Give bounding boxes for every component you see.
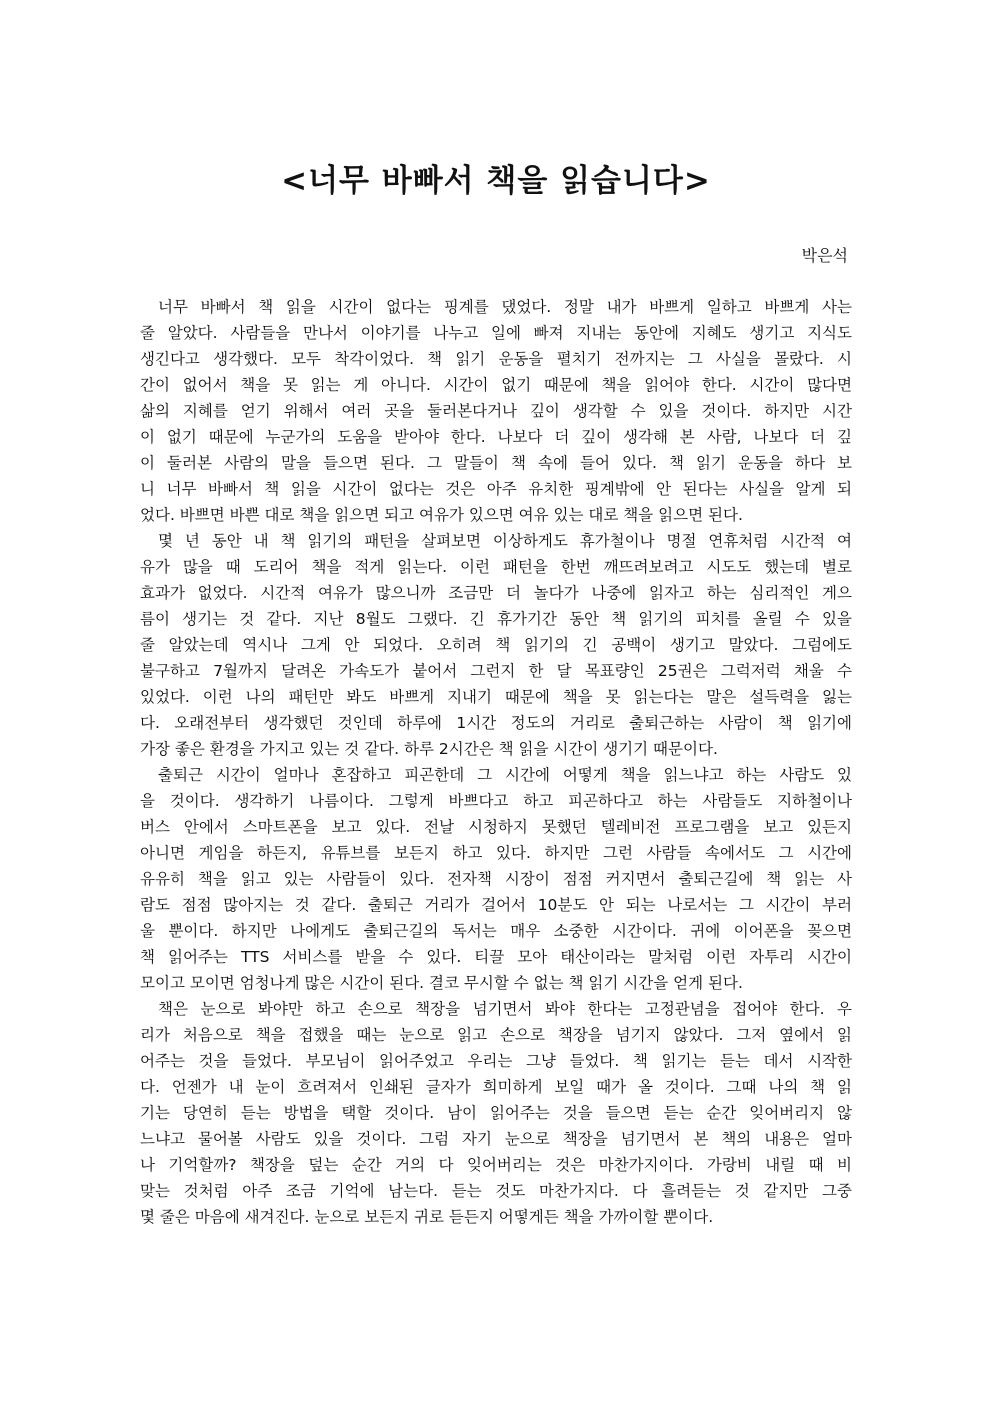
text-line: 줄 알았다. 사람들을 만나서 이야기를 나누고 일에 빠져 지내는 동안에 지혜도 생기고 지식도	[140, 324, 852, 342]
text-line: 너무 바빠서 책 읽을 시간이 없다는 핑계를 댔었다. 정말 내가 바쁘게 일하고 바쁘게 사는	[158, 298, 852, 316]
text-line: 삶의 지혜를 얻기 위해서 여러 곳을 둘러본다거나 깊이 생각할 수 있을 것이다. 하지만 시간	[140, 402, 852, 420]
text-line: 다. 오래전부터 생각했던 것인데 하루에 1시간 정도의 거리로 출퇴근하는 사람이 책 읽기에	[140, 714, 852, 732]
document-title: <너무 바빠서 책을 읽습니다>	[281, 163, 711, 199]
text-line: 다. 언젠가 내 눈이 흐려져서 인쇄된 글자가 희미하게 보일 때가 올 것이다. 그때 나의 책 읽	[140, 1078, 852, 1096]
text-line: 버스 안에서 스마트폰을 보고 있다. 전날 시청하지 못했던 텔레비전 프로그램을 보고 있든지	[140, 818, 852, 836]
text-line: 리가 처음으로 책을 접했을 때는 눈으로 읽고 손으로 책장을 넘기지 않았다. 그저 옆에서 읽	[140, 1026, 852, 1044]
text-line: 있었다. 이런 나의 패턴만 봐도 바쁘게 지내기 때문에 책을 못 읽는다는 말은 설득력을 잃는	[140, 688, 852, 706]
paragraph	[140, 294, 852, 528]
text-line: 울 뿐이다. 하지만 나에게도 출퇴근길의 독서는 매우 소중한 시간이다. 귀에 이어폰을 꽂으면	[140, 922, 852, 940]
document-body	[140, 294, 852, 1230]
text-line: 책 읽어주는 TTS 서비스를 받을 수 있다. 티끌 모아 태산이라는 말처럼 이런 자투리 시간이	[140, 948, 852, 966]
text-line: 간이 없어서 책을 못 읽는 게 아니다. 시간이 없기 때문에 책을 읽어야 한다. 시간이 많다면	[140, 376, 852, 394]
text-line: 출퇴근 시간이 얼마나 혼잡하고 피곤한데 그 시간에 어떻게 책을 읽느냐고 하는 사람도 있	[158, 766, 852, 784]
text-line: 생긴다고 생각했다. 모두 착각이었다. 책 읽기 운동을 펼치기 전까지는 그 사실을 몰랐다. 시	[140, 350, 852, 368]
text-line: 어주는 것을 들었다. 부모님이 읽어주었고 우리는 그냥 들었다. 책 읽기는 듣는 데서 시작한	[140, 1052, 852, 1070]
text-line: 이 둘러본 사람의 말을 들으면 된다. 그 말들이 책 속에 들어 있다. 책 읽기 운동을 하다 보	[140, 454, 852, 472]
text-line: 니 너무 바빠서 책 읽을 시간이 없다는 것은 아주 유치한 핑계밖에 안 된다는 사실을 알게 되	[140, 480, 852, 498]
text-line: 효과가 없었다. 시간적 여유가 많으니까 조금만 더 놀다가 나중에 읽자고 하는 심리적인 게으	[140, 584, 852, 602]
text-line: 기는 당연히 듣는 방법을 택할 것이다. 남이 읽어주는 것을 들으면 듣는 순간 잊어버리지 않	[140, 1104, 852, 1122]
text-line: 몇 줄은 마음에 새겨진다. 눈으로 보든지 귀로 듣든지 어떻게든 책을 가까이할 뿐이다.	[140, 1208, 714, 1226]
text-line: 이 없기 때문에 누군가의 도움을 받아야 한다. 나보다 더 깊이 생각해 본 사람, 나보다 더 깊	[140, 428, 852, 446]
text-line: 유가 많을 때 도리어 책을 적게 읽는다. 이런 패턴을 한번 깨뜨려보려고 시도도 했는데 별로	[140, 558, 852, 576]
text-line: 느냐고 물어볼 사람도 있을 것이다. 그럼 자기 눈으로 책장을 넘기면서 본 책의 내용은 얼마	[140, 1130, 852, 1148]
text-line: 가장 좋은 환경을 가지고 있는 것 같다. 하루 2시간은 책 읽을 시간이 생기기 때문이다.	[140, 740, 718, 758]
text-line: 름이 생기는 것 같다. 지난 8월도 그랬다. 긴 휴가기간 동안 책 읽기의 피치를 올릴 수 있을	[140, 610, 852, 628]
author-name: 박은석	[801, 246, 848, 265]
text-line: 줄 알았는데 역시나 그게 안 되었다. 오히려 책 읽기의 긴 공백이 생기고 말았다. 그럼에도	[140, 636, 852, 654]
paragraph	[140, 996, 852, 1230]
text-line: 불구하고 7월까지 달려온 가속도가 붙어서 그런지 한 달 목표량인 25권은 그럭저럭 채울 수	[140, 662, 852, 680]
text-line: 었다. 바쁘면 바쁜 대로 책을 읽으면 되고 여유가 있으면 여유 있는 대로 책을 읽으면 된다.	[140, 506, 743, 524]
text-line: 을 것이다. 생각하기 나름이다. 그렇게 바쁘다고 하고 피곤하다고 하는 사람들도 지하철이나	[140, 792, 852, 810]
text-line: 책은 눈으로 봐야만 하고 손으로 책장을 넘기면서 봐야 한다는 고정관념을 접어야 한다. 우	[158, 1000, 852, 1018]
text-line: 유유히 책을 읽고 있는 사람들이 있다. 전자책 시장이 점점 커지면서 출퇴근길에 책 읽는 사	[140, 870, 852, 888]
text-line: 람도 점점 많아지는 것 같다. 출퇴근 거리가 걸어서 10분도 안 되는 나로서는 그 시간이 부러	[140, 896, 852, 914]
paragraph	[140, 528, 852, 762]
paragraph	[140, 762, 852, 996]
text-line: 모이고 모이면 엄청나게 많은 시간이 된다. 결코 무시할 수 없는 책 읽기 시간을 얻게 된다.	[140, 974, 743, 992]
text-line: 맞는 것처럼 아주 조금 기억에 남는다. 듣는 것도 마찬가지다. 다 흘려듣는 것 같지만 그중	[140, 1182, 852, 1200]
text-line: 나 기억할까? 책장을 덮는 순간 거의 다 잊어버리는 것은 마찬가지이다. 가랑비 내릴 때 비	[140, 1156, 852, 1174]
text-line: 몇 년 동안 내 책 읽기의 패턴을 살펴보면 이상하게도 휴가철이나 명절 연휴처럼 시간적 여	[158, 532, 852, 550]
text-line: 아니면 게임을 하든지, 유튜브를 보든지 하고 있다. 하지만 그런 사람들 속에서도 그 시간에	[140, 844, 852, 862]
